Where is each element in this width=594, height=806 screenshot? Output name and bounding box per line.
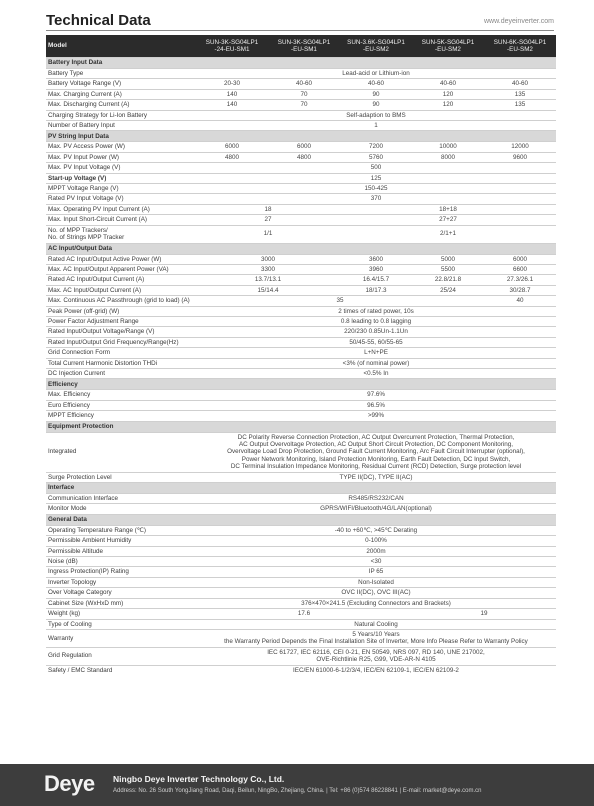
spec-label: Type of Cooling <box>46 619 196 629</box>
spec-value: 3960 <box>340 264 412 274</box>
spec-value: 5 Years/10 Years the Warranty Period Depends the Final Installation Site of Inverter, More Info Please Refer to Warranty Policy <box>196 629 556 647</box>
spec-value: L+N+PE <box>196 348 556 358</box>
section-title: Equipment Protection <box>46 421 556 432</box>
spec-label: Weight (kg) <box>46 609 196 619</box>
spec-value: 13.7/13.1 <box>196 275 340 285</box>
spec-row <box>46 121 556 131</box>
spec-row <box>46 89 556 99</box>
spec-value: 97.6% <box>196 390 556 400</box>
spec-value: 0-100% <box>196 536 556 546</box>
spec-value: 6600 <box>484 264 556 274</box>
spec-value: 18+18 <box>340 204 556 214</box>
spec-value: 12000 <box>484 142 556 152</box>
spec-label: Number of Battery Input <box>46 121 196 131</box>
spec-row <box>46 327 556 337</box>
spec-label: Max. PV Access Power (W) <box>46 142 196 152</box>
spec-value: 27+27 <box>340 215 556 225</box>
spec-label: Rated Input/Output Grid Frequency/Range(Hz) <box>46 337 196 347</box>
spec-row <box>46 306 556 316</box>
spec-label: Total Current Harmonic Distortion THDi <box>46 358 196 368</box>
spec-value: 2 times of rated power, 10s <box>196 306 556 316</box>
spec-value: 18/17.3 <box>340 285 412 295</box>
spec-value: IEC/EN 61000-6-1/2/3/4, IEC/EN 62109-1, IEC/EN 62109-2 <box>196 665 556 675</box>
spec-label: Warranty <box>46 629 196 647</box>
spec-label: Rated Input/Output Voltage/Range (V) <box>46 327 196 337</box>
spec-row <box>46 629 556 647</box>
spec-row <box>46 504 556 514</box>
table-header-row <box>46 35 556 58</box>
spec-label: Monitor Mode <box>46 504 196 514</box>
spec-row <box>46 588 556 598</box>
spec-label: Grid Regulation <box>46 647 196 665</box>
spec-value: IP 65 <box>196 567 556 577</box>
section-header-row <box>46 421 556 432</box>
spec-value: IEC 61727, IEC 62116, CEI 0-21, EN 50549, NRS 097, RD 140, UNE 217002, OVE-Richtlinie R25, G99, VDE-AR-N 4105 <box>196 647 556 665</box>
spec-label: No. of MPP Trackers/ No. of Strings MPP Tracker <box>46 225 196 243</box>
spec-value: 1/1 <box>196 225 340 243</box>
spec-value: 22.8/21.8 <box>412 275 484 285</box>
spec-label: Max. PV Input Power (W) <box>46 152 196 162</box>
spec-value: 18 <box>196 204 340 214</box>
spec-value: 5760 <box>340 152 412 162</box>
spec-label: Start-up Voltage (V) <box>46 173 196 183</box>
spec-label: Max. Charging Current (A) <box>46 89 196 99</box>
spec-value: 2/1+1 <box>340 225 556 243</box>
spec-label: Peak Power (off-grid) (W) <box>46 306 196 316</box>
spec-value: 40-60 <box>412 79 484 89</box>
spec-value: 4800 <box>196 152 268 162</box>
section-title: PV String Input Data <box>46 131 556 142</box>
spec-row <box>46 275 556 285</box>
spec-value: 5500 <box>412 264 484 274</box>
spec-value: 4800 <box>268 152 340 162</box>
spec-value: 140 <box>196 89 268 99</box>
spec-label: Rated AC Input/Output Active Power (W) <box>46 254 196 264</box>
spec-row <box>46 609 556 619</box>
spec-row <box>46 285 556 295</box>
spec-value: 8000 <box>412 152 484 162</box>
spec-label: MPPT Voltage Range (V) <box>46 184 196 194</box>
spec-label: Permissible Altitude <box>46 546 196 556</box>
spec-label: Ingress Protection(IP) Rating <box>46 567 196 577</box>
spec-value: 135 <box>484 89 556 99</box>
page-footer <box>0 764 594 806</box>
spec-value: 90 <box>340 89 412 99</box>
spec-value: 220/230 0.85Un-1.1Un <box>196 327 556 337</box>
spec-row <box>46 296 556 306</box>
header-model-name: SUN-3K-SG04LP1 -EU-SM1 <box>268 35 340 58</box>
spec-label: Permissible Ambient Humidity <box>46 536 196 546</box>
spec-row <box>46 142 556 152</box>
spec-row <box>46 557 556 567</box>
spec-row <box>46 348 556 358</box>
spec-value: TYPE II(DC), TYPE II(AC) <box>196 472 556 482</box>
spec-label: Rated PV Input Voltage (V) <box>46 194 196 204</box>
spec-value: 6000 <box>484 254 556 264</box>
spec-label: Battery Voltage Range (V) <box>46 79 196 89</box>
section-title: Interface <box>46 483 556 494</box>
spec-label: Max. Continuous AC Passthrough (grid to load) (A) <box>46 296 196 306</box>
company-name: Ningbo Deye Inverter Technology Co., Ltd. <box>113 774 285 784</box>
spec-value: 20-30 <box>196 79 268 89</box>
spec-label: Battery Type <box>46 69 196 79</box>
deye-logo: Deye <box>44 771 95 796</box>
spec-value: 27.3/26.1 <box>484 275 556 285</box>
spec-value: >99% <box>196 411 556 421</box>
spec-value: 0.8 leading to 0.8 lagging <box>196 316 556 326</box>
section-header-row <box>46 483 556 494</box>
spec-value: 96.5% <box>196 400 556 410</box>
spec-value: 120 <box>412 89 484 99</box>
spec-label: Over Voltage Category <box>46 588 196 598</box>
spec-row <box>46 79 556 89</box>
section-title: Battery Input Data <box>46 58 556 69</box>
spec-label: Communication Interface <box>46 494 196 504</box>
header-model-name: SUN-6K-SG04LP1 -EU-SM2 <box>484 35 556 58</box>
spec-label: DC Injection Current <box>46 368 196 378</box>
spec-label: Grid Connection Form <box>46 348 196 358</box>
spec-value: 40 <box>484 296 556 306</box>
spec-value: <3% (of nominal power) <box>196 358 556 368</box>
spec-value: OVC II(DC), OVC III(AC) <box>196 588 556 598</box>
spec-value: 30/28.7 <box>484 285 556 295</box>
spec-value: 500 <box>196 163 556 173</box>
spec-label: Inverter Topology <box>46 577 196 587</box>
spec-row <box>46 472 556 482</box>
spec-value: 19 <box>412 609 556 619</box>
company-contact: Address: No. 26 South YongJiang Road, Daqi, Beilun, NingBo, Zhejiang, China. | Tel: +86 (0)574 86228841 | E-mail: market@deye.com.cn <box>113 788 482 794</box>
spec-row <box>46 254 556 264</box>
spec-row <box>46 264 556 274</box>
spec-row <box>46 567 556 577</box>
spec-row <box>46 225 556 243</box>
spec-row <box>46 368 556 378</box>
spec-row <box>46 69 556 79</box>
spec-value: 7200 <box>340 142 412 152</box>
spec-label: Operating Temperature Range (℃) <box>46 525 196 535</box>
spec-label: Noise (dB) <box>46 557 196 567</box>
spec-value: <30 <box>196 557 556 567</box>
spec-row <box>46 400 556 410</box>
website-url[interactable]: www.deyeinverter.com <box>483 18 554 25</box>
header-model-name: SUN-3K-SG04LP1 -24-EU-SM1 <box>196 35 268 58</box>
spec-value: Self-adaption to BMS <box>196 110 556 120</box>
spec-value: 370 <box>196 194 556 204</box>
spec-label: Max. Input Short-Circuit Current (A) <box>46 215 196 225</box>
spec-value: 90 <box>340 100 412 110</box>
spec-value: 6000 <box>196 142 268 152</box>
spec-row <box>46 100 556 110</box>
spec-value: 150-425 <box>196 184 556 194</box>
page-title: Technical Data <box>46 12 151 29</box>
section-title: General Data <box>46 514 556 525</box>
section-header-row <box>46 379 556 390</box>
section-title: Efficiency <box>46 379 556 390</box>
spec-row <box>46 432 556 472</box>
spec-value: 40-60 <box>484 79 556 89</box>
spec-row <box>46 390 556 400</box>
spec-value: -40 to +60℃, >45℃ Derating <box>196 525 556 535</box>
spec-value: 35 <box>196 296 484 306</box>
spec-value: 9600 <box>484 152 556 162</box>
spec-value: 27 <box>196 215 340 225</box>
spec-label: Charging Strategy for Li-Ion Battery <box>46 110 196 120</box>
technical-data-table <box>46 35 556 675</box>
spec-row <box>46 316 556 326</box>
spec-value: 140 <box>196 100 268 110</box>
spec-value: Non-Isolated <box>196 577 556 587</box>
spec-label: Max. Discharging Current (A) <box>46 100 196 110</box>
spec-value: 40-60 <box>268 79 340 89</box>
spec-value: 135 <box>484 100 556 110</box>
spec-value: DC Polarity Reverse Connection Protection, AC Output Overcurrent Protection, Thermal Protection, AC Output Overvoltage Protection, AC Output Short Circuit Protection, DC Component Monitoring, Overvoltage Load Drop Protection, Ground Fault Current Monitoring, Arc Fault Circuit Interrupter (optional), Power Network Monitoring, Island Protection Monitoring, Earth Fault Detection, DC Input Switch, DC Terminal Insulation Impedance Monitoring, Residual Current (RCD) Detection, Surge protection level <box>196 432 556 472</box>
spec-value: 3300 <box>196 264 340 274</box>
spec-value: 40-60 <box>340 79 412 89</box>
spec-label: Max. AC Input/Output Current (A) <box>46 285 196 295</box>
spec-label: Max. PV Input Voltage (V) <box>46 163 196 173</box>
spec-label: Integrated <box>46 432 196 472</box>
spec-value: 17.6 <box>196 609 412 619</box>
spec-value: 376×470×241.5 (Excluding Connectors and Brackets) <box>196 598 556 608</box>
spec-row <box>46 163 556 173</box>
spec-row <box>46 494 556 504</box>
section-header-row <box>46 131 556 142</box>
spec-label: Surge Protection Level <box>46 472 196 482</box>
spec-value: 5000 <box>412 254 484 264</box>
spec-value: 16.4/15.7 <box>340 275 412 285</box>
spec-value: 50/45-55, 60/55-65 <box>196 337 556 347</box>
spec-row <box>46 184 556 194</box>
spec-label: Power Factor Adjustment Range <box>46 316 196 326</box>
spec-value: 3000 <box>196 254 340 264</box>
spec-row <box>46 525 556 535</box>
spec-value: 70 <box>268 100 340 110</box>
spec-label: Cabinet Size (WxHxD mm) <box>46 598 196 608</box>
header-model-label: Model <box>46 35 196 58</box>
spec-value: 25/24 <box>412 285 484 295</box>
spec-label: Max. Operating PV Input Current (A) <box>46 204 196 214</box>
spec-row <box>46 173 556 183</box>
spec-row <box>46 536 556 546</box>
spec-value: 125 <box>196 173 556 183</box>
spec-label: Safety / EMC Standard <box>46 665 196 675</box>
spec-value: 2000m <box>196 546 556 556</box>
spec-value: Lead-acid or Lithium-ion <box>196 69 556 79</box>
section-header-row <box>46 514 556 525</box>
spec-row <box>46 619 556 629</box>
header-model-name: SUN-5K-SG04LP1 -EU-SM2 <box>412 35 484 58</box>
section-header-row <box>46 58 556 69</box>
spec-row <box>46 358 556 368</box>
spec-value: 10000 <box>412 142 484 152</box>
spec-value: 120 <box>412 100 484 110</box>
spec-row <box>46 647 556 665</box>
spec-value: 15/14.4 <box>196 285 340 295</box>
spec-row <box>46 110 556 120</box>
spec-value: <0.5% In <box>196 368 556 378</box>
spec-value: 6000 <box>268 142 340 152</box>
spec-row <box>46 411 556 421</box>
spec-label: Rated AC Input/Output Current (A) <box>46 275 196 285</box>
spec-row <box>46 194 556 204</box>
spec-value: GPRS/WIFI/Bluetooth/4G/LAN(optional) <box>196 504 556 514</box>
header-divider <box>46 30 554 31</box>
spec-value: 3600 <box>340 254 412 264</box>
spec-row <box>46 577 556 587</box>
spec-row <box>46 665 556 675</box>
spec-row <box>46 337 556 347</box>
spec-row <box>46 598 556 608</box>
spec-label: Max. Efficiency <box>46 390 196 400</box>
spec-value: 1 <box>196 121 556 131</box>
section-header-row <box>46 243 556 254</box>
spec-row <box>46 204 556 214</box>
spec-label: MPPT Efficiency <box>46 411 196 421</box>
spec-label: Max. AC Input/Output Apparent Power (VA) <box>46 264 196 274</box>
spec-label: Euro Efficiency <box>46 400 196 410</box>
spec-value: RS485/RS232/CAN <box>196 494 556 504</box>
spec-row <box>46 546 556 556</box>
spec-value: Natural Cooling <box>196 619 556 629</box>
spec-row <box>46 215 556 225</box>
header-model-name: SUN-3.6K-SG04LP1 -EU-SM2 <box>340 35 412 58</box>
section-title: AC Input/Output Data <box>46 243 556 254</box>
spec-row <box>46 152 556 162</box>
spec-value: 70 <box>268 89 340 99</box>
